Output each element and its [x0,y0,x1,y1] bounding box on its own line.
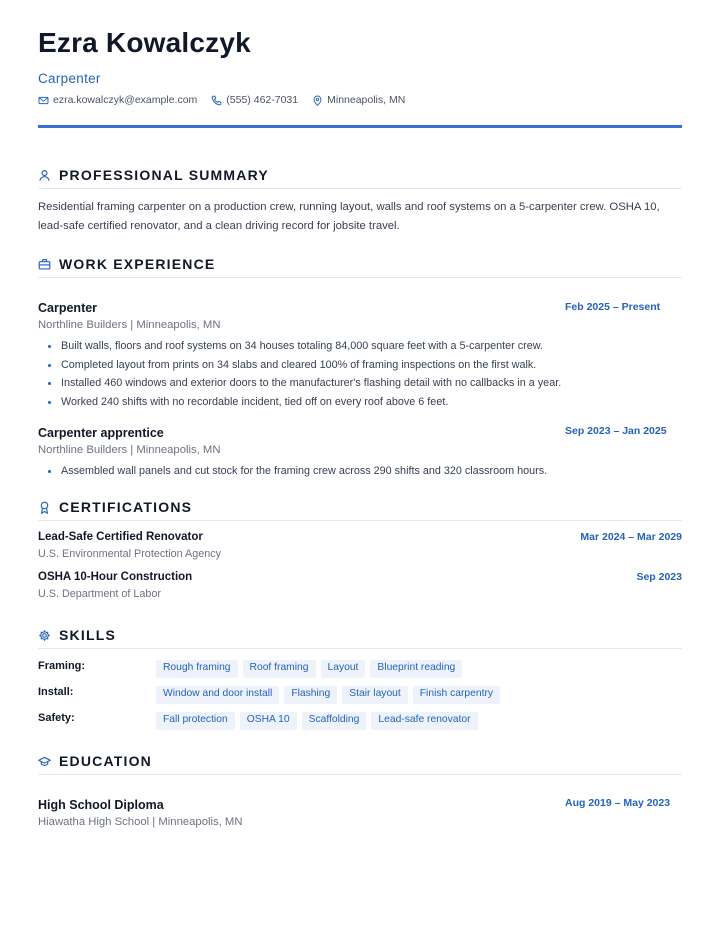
gear-icon [38,629,51,642]
section-skills-heading [38,627,682,649]
skill-chip: Flashing [284,686,337,704]
section-certifications-title: CERTIFICATIONS [59,499,193,515]
skill-chip: Stair layout [342,686,408,704]
list-item: Built walls, floors and roof systems on 34 houses totaling 84,000 square feet with a 5-carpenter crew. [38,337,561,356]
contact-location [312,94,405,106]
list-item: Completed layout from prints on 34 slabs and cleared 100% of framing inspections on the first walk. [38,356,561,375]
skill-row-framing [38,660,467,678]
skill-chips [156,712,483,730]
skill-chip: Finish carpentry [413,686,500,704]
skill-chip: Layout [321,660,366,678]
location-text: Minneapolis, MN [327,94,406,106]
contact-email [38,94,197,106]
list-item: Installed 460 windows and exterior doors to the manufacturer's flashing detail with no callbacks in a year. [38,374,561,393]
section-education-heading [38,753,682,775]
skill-chip: Roof framing [243,660,316,678]
candidate-title: Carpenter [38,71,101,86]
skill-chip: Rough framing [156,660,238,678]
skill-category: Safety: [38,712,75,724]
user-icon [38,169,51,182]
skill-chips [156,686,505,704]
briefcase-icon [38,258,51,271]
job-employer: Northline Builders | Minneapolis, MN [38,319,221,331]
job-bullets [38,462,547,481]
award-icon [38,501,51,514]
skill-chip: OSHA 10 [240,712,297,730]
education-dates: Aug 2019 – May 2023 [565,797,671,809]
section-experience-heading [38,256,682,278]
job-bullets [38,337,561,411]
list-item: Worked 240 shifts with no recordable incident, tied off on every roof above 6 feet. [38,393,561,412]
education-school: Hiawatha High School | Minneapolis, MN [38,816,243,828]
skill-chips [156,660,467,678]
skill-chip: Fall protection [156,712,235,730]
section-certifications-heading [38,499,682,521]
skill-category: Install: [38,686,74,698]
candidate-name: Ezra Kowalczyk [38,27,251,58]
phone-text: (555) 462-7031 [226,94,299,106]
skill-chip: Window and door install [156,686,279,704]
list-item: Assembled wall panels and cut stock for the framing crew across 290 shifts and 320 classroom hours. [38,462,547,481]
job-title: Carpenter [38,301,98,315]
skill-chip: Scaffolding [302,712,367,730]
mail-icon [38,95,49,106]
skill-chip: Blueprint reading [370,660,462,678]
graduation-cap-icon [38,755,51,768]
job-dates: Feb 2025 – Present [565,301,661,313]
header-divider [38,125,682,128]
skill-category: Framing: [38,660,86,672]
cert-title: OSHA 10-Hour Construction [38,571,193,583]
email-text: ezra.kowalczyk@example.com [53,94,198,106]
cert-issuer: U.S. Environmental Protection Agency [38,548,222,560]
skill-chip: Lead-safe renovator [371,712,477,730]
job-dates: Sep 2023 – Jan 2025 [565,425,667,437]
education-degree: High School Diploma [38,798,164,812]
job-title: Carpenter apprentice [38,426,164,440]
section-education-title: EDUCATION [59,753,152,769]
cert-title: Lead-Safe Certified Renovator [38,531,203,543]
job-employer: Northline Builders | Minneapolis, MN [38,444,221,456]
section-summary-title: PROFESSIONAL SUMMARY [59,167,269,183]
cert-dates: Mar 2024 – Mar 2029 [580,531,682,543]
section-summary-heading [38,167,682,189]
map-pin-icon [312,95,323,106]
cert-issuer: U.S. Department of Labor [38,588,162,600]
section-experience-title: WORK EXPERIENCE [59,256,216,272]
skill-row-install [38,686,505,704]
phone-icon [211,95,222,106]
skill-row-safety [38,712,483,730]
contact-phone [211,94,298,106]
cert-dates: Sep 2023 [636,571,682,583]
section-skills-title: SKILLS [59,627,116,643]
summary-text: Residential framing carpenter on a production crew, running layout, walls and roof systems on a 5-carpenter crew. OSHA 10, lead-safe certified renovator, and a clean driving record for jobsite travel. [38,201,660,232]
contact-line [38,94,419,106]
